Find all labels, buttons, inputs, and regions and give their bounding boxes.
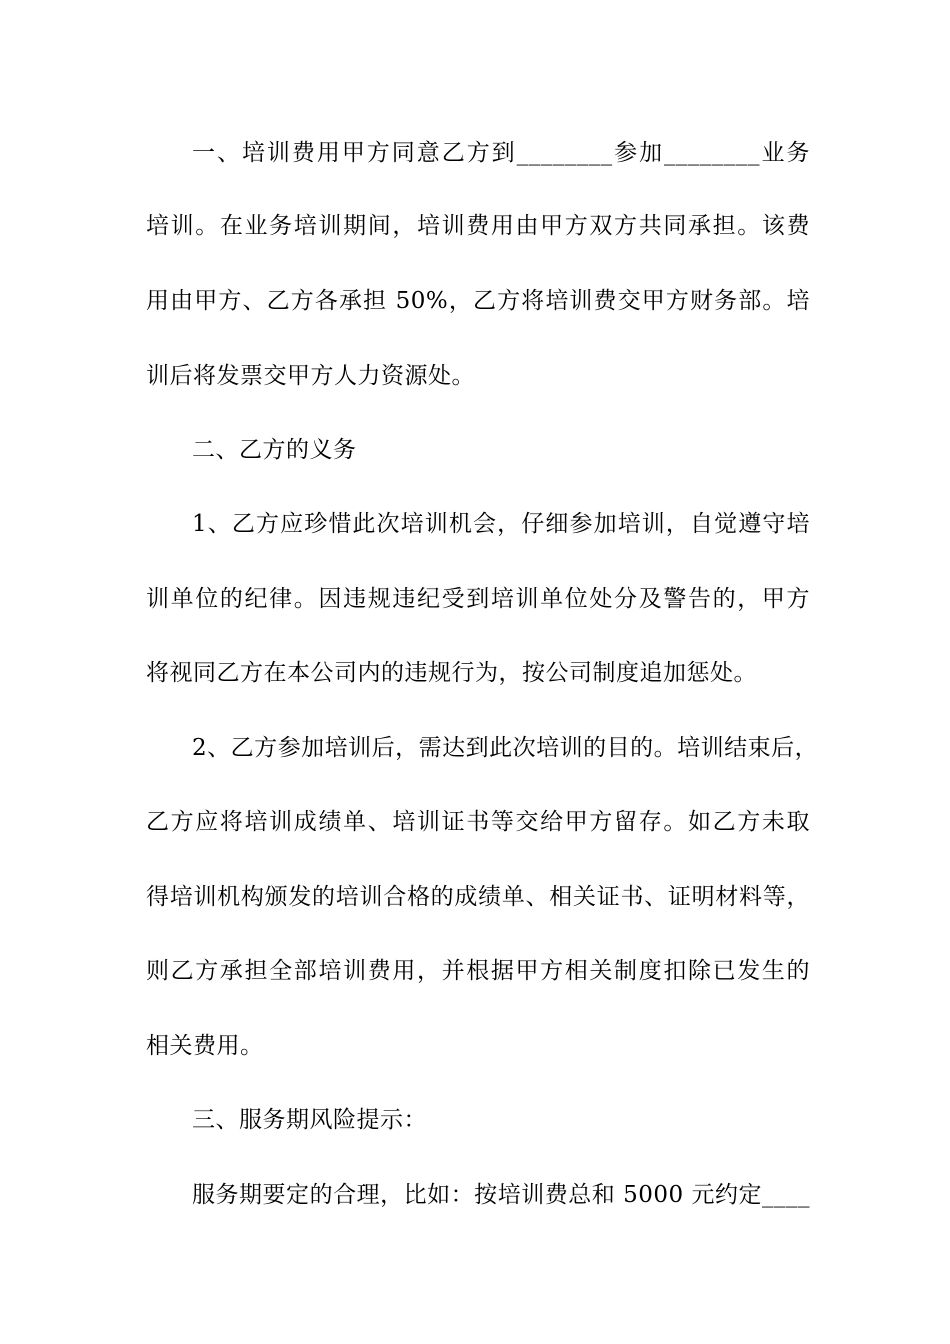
paragraph-line: 则乙方承担全部培训费用，并根据甲方相关制度扣除已发生的 bbox=[146, 958, 810, 984]
paragraph-line: 训单位的纪律。因违规违纪受到培训单位处分及警告的，甲方 bbox=[146, 586, 810, 612]
clause-1-line: 1、乙方应珍惜此次培训机会，仔细参加培训，自觉遵守培 bbox=[192, 511, 810, 537]
paragraph-line: 用由甲方、乙方各承担 50%，乙方将培训费交甲方财务部。培 bbox=[146, 288, 810, 314]
paragraph-line: 将视同乙方在本公司内的违规行为，按公司制度追加惩处。 bbox=[146, 660, 757, 686]
paragraph-line: 得培训机构颁发的培训合格的成绩单、相关证书、证明材料等， bbox=[146, 884, 810, 910]
paragraph-line: 相关费用。 bbox=[146, 1033, 264, 1059]
section-2-heading: 二、乙方的义务 bbox=[192, 437, 357, 463]
clause-2-line: 2、乙方参加培训后，需达到此次培训的目的。培训结束后， bbox=[192, 735, 819, 761]
service-period-line: 服务期要定的合理，比如：按培训费总和 5000 元约定____ bbox=[192, 1182, 810, 1208]
section-1-heading-line: 一、培训费用甲方同意乙方到________参加________业务 bbox=[192, 140, 810, 166]
paragraph-line: 训后将发票交甲方人力资源处。 bbox=[146, 363, 475, 389]
paragraph-line: 培训。在业务培训期间，培训费用由甲方双方共同承担。该费 bbox=[146, 213, 810, 239]
section-3-heading: 三、服务期风险提示： bbox=[192, 1107, 427, 1133]
paragraph-line: 乙方应将培训成绩单、培训证书等交给甲方留存。如乙方未取 bbox=[146, 809, 810, 835]
